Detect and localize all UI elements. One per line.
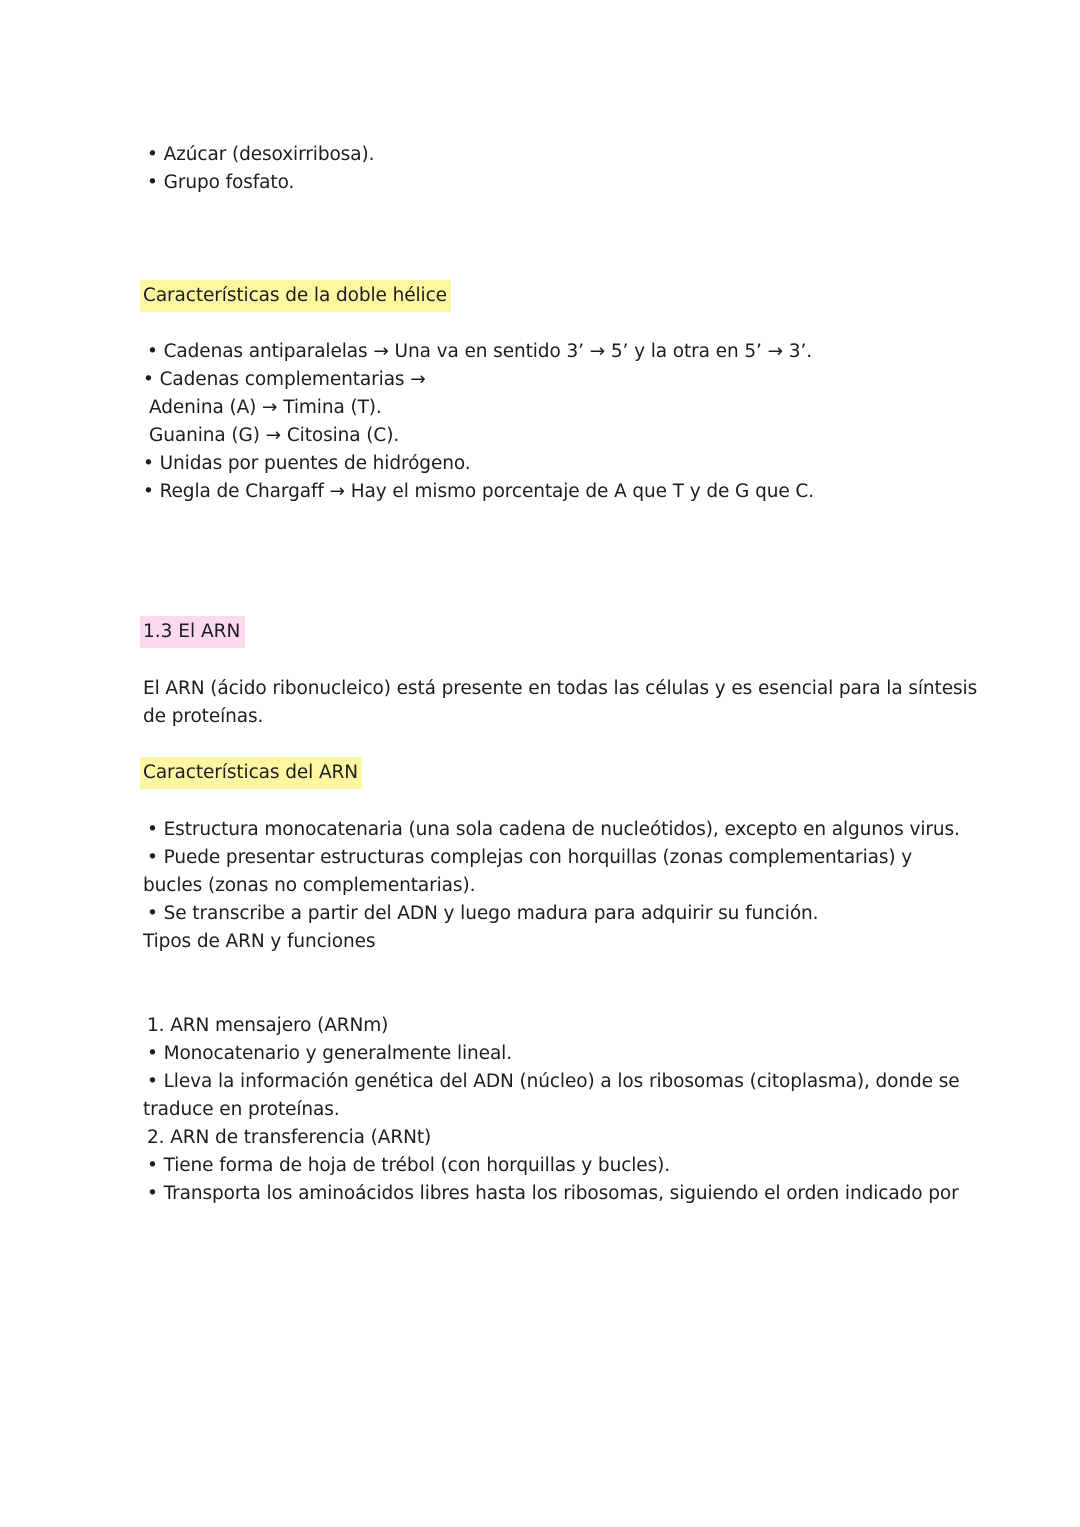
arn-line-horquillas: • Puede presentar estructuras complejas con horquillas (zonas complementarias) y bbox=[147, 847, 913, 868]
arn-characteristics-heading: Características del ARN bbox=[140, 757, 362, 789]
arn-section-heading: 1.3 El ARN bbox=[140, 616, 245, 648]
helix-line-complementary: • Cadenas complementarias → bbox=[143, 369, 426, 390]
arn-type-1-line-1: • Monocatenario y generalmente lineal. bbox=[147, 1043, 512, 1064]
arn-type-2-line-2: • Transporta los aminoácidos libres hasta los ribosomas, siguiendo el orden indicado por bbox=[147, 1183, 959, 1204]
arn-type-2-title: 2. ARN de transferencia (ARNt) bbox=[147, 1127, 432, 1148]
arn-type-1-line-3: traduce en proteínas. bbox=[143, 1099, 340, 1120]
arn-type-1-line-2: • Lleva la información genética del ADN (núcleo) a los ribosomas (citoplasma), donde se bbox=[147, 1071, 960, 1092]
helix-heading: Características de la doble hélice bbox=[140, 280, 451, 312]
helix-line-adenine: Adenina (A) → Timina (T). bbox=[149, 397, 382, 418]
arn-intro-line-1: El ARN (ácido ribonucleico) está presente en todas las células y es esencial para la síntesis bbox=[143, 678, 978, 699]
arn-line-monocatenaria: • Estructura monocatenaria (una sola cadena de nucleótidos), excepto en algunos virus. bbox=[147, 819, 960, 840]
arn-types-label: Tipos de ARN y funciones bbox=[143, 931, 376, 952]
arn-type-2-line-1: • Tiene forma de hoja de trébol (con horquillas y bucles). bbox=[147, 1155, 671, 1176]
bullet-phosphate: • Grupo fosfato. bbox=[147, 172, 295, 193]
helix-line-chargaff: • Regla de Chargaff → Hay el mismo porcentaje de A que T y de G que C. bbox=[143, 481, 814, 502]
bullet-sugar: • Azúcar (desoxirribosa). bbox=[147, 144, 375, 165]
arn-line-transcribe: • Se transcribe a partir del ADN y luego madura para adquirir su función. bbox=[147, 903, 819, 924]
arn-line-bucles: bucles (zonas no complementarias). bbox=[143, 875, 476, 896]
arn-type-1-title: 1. ARN mensajero (ARNm) bbox=[147, 1015, 389, 1036]
arn-intro-line-2: de proteínas. bbox=[143, 706, 264, 727]
helix-line-hydrogen: • Unidas por puentes de hidrógeno. bbox=[143, 453, 471, 474]
helix-line-guanine: Guanina (G) → Citosina (C). bbox=[149, 425, 400, 446]
helix-line-antiparallel: • Cadenas antiparalelas → Una va en sentido 3’ → 5’ y la otra en 5’ → 3’. bbox=[147, 341, 813, 362]
